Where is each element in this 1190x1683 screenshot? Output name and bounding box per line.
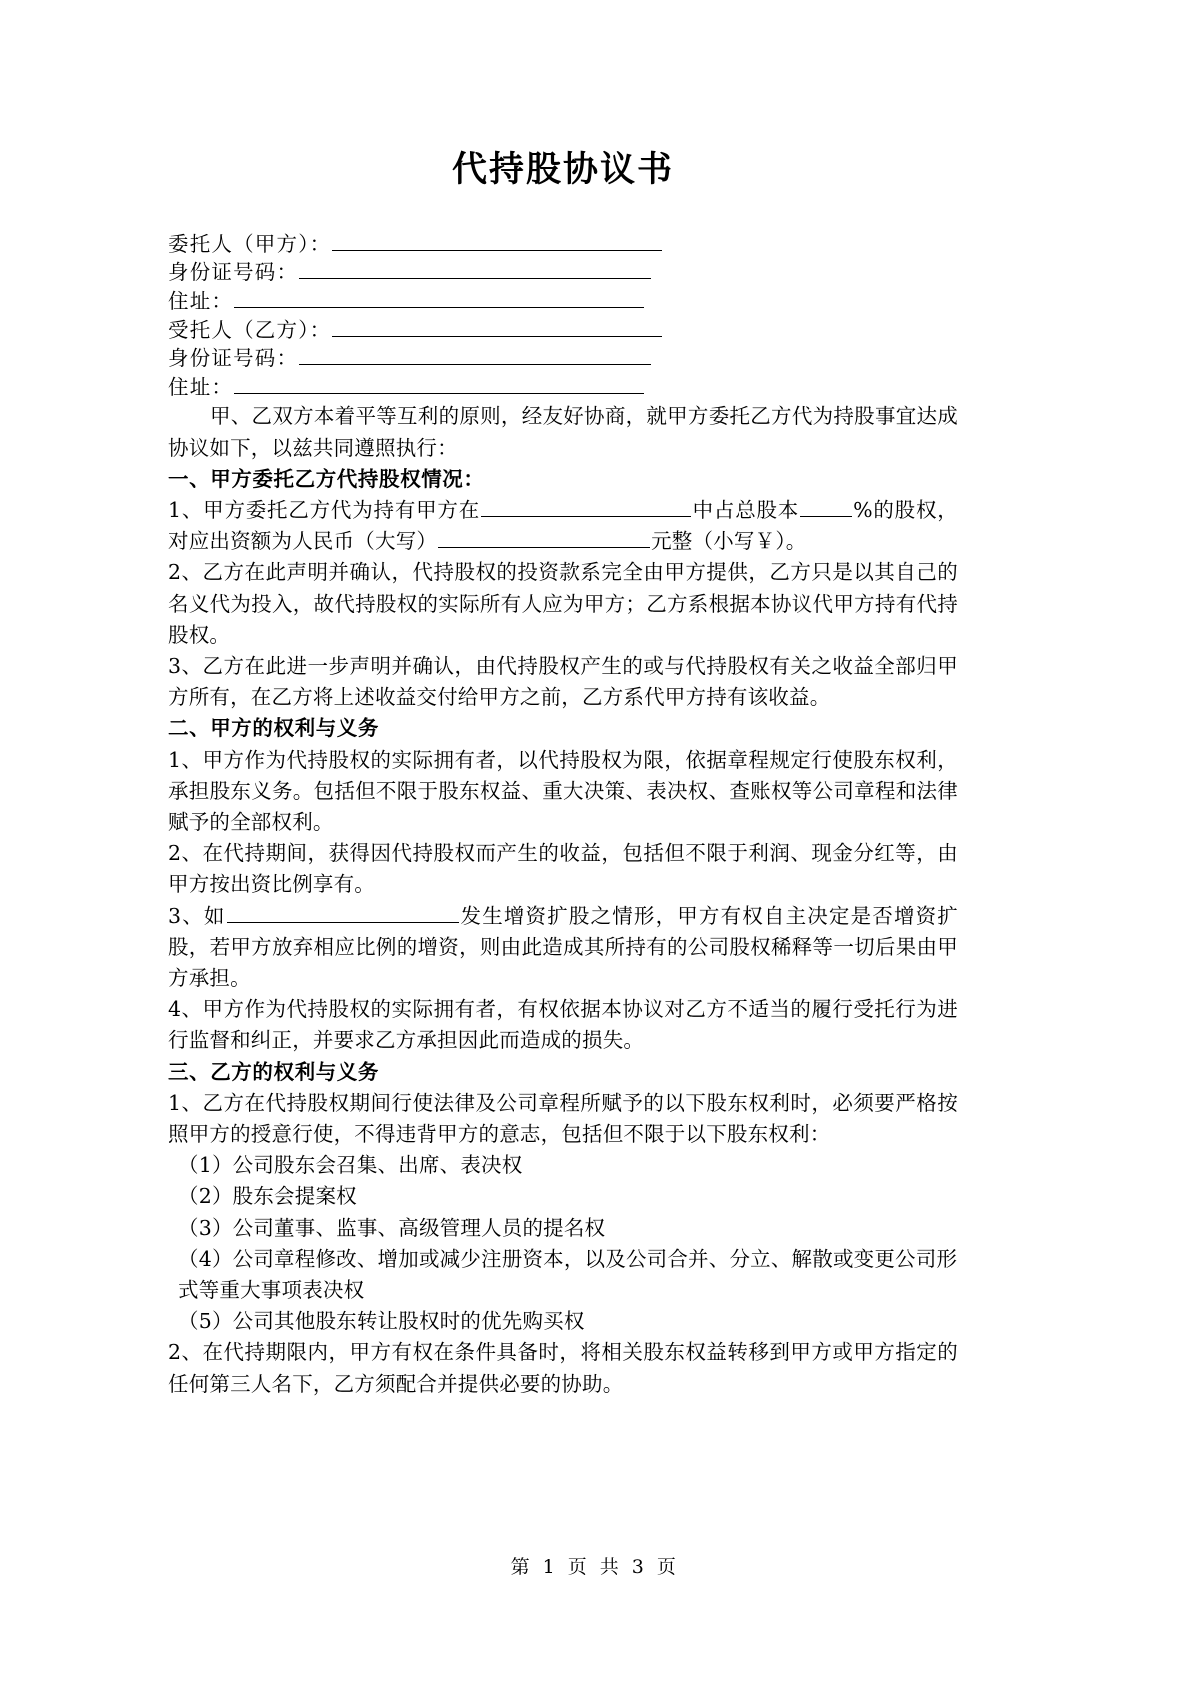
section-heading-3: 三、乙方的权利与义务 bbox=[168, 1059, 379, 1084]
item-number: 2、 bbox=[168, 560, 203, 585]
section-1-item-2 bbox=[168, 557, 958, 651]
item-text-part: 发生增资扩股之情形，甲方有权自主决定是否增资扩股，若甲方放弃相应比例的增资，则由此造成其所持有的公司股权稀释等一切后果由甲方承担。 bbox=[168, 903, 958, 990]
document-content bbox=[168, 0, 958, 1400]
item-number: 2、 bbox=[168, 841, 203, 866]
field-label: 住址： bbox=[168, 374, 234, 399]
item-number: 2、 bbox=[168, 1340, 203, 1365]
capital-amount-uppercase-input[interactable] bbox=[438, 530, 650, 548]
section-2-item-2 bbox=[168, 838, 958, 900]
capital-increase-entity-input[interactable] bbox=[227, 905, 459, 923]
field-label: 住址： bbox=[168, 288, 234, 313]
item-text: 甲方作为代持股权的实际拥有者，以代持股权为限，依据章程规定行使股东权利，承担股东义务。包括但不限于股东权益、重大决策、表决权、查账权等公司章程和法律赋予的全部权利。 bbox=[168, 747, 958, 834]
list-item: （5）公司其他股东转让股权时的优先购买权 bbox=[178, 1309, 585, 1334]
section-heading-2: 二、甲方的权利与义务 bbox=[168, 716, 379, 741]
item-number: 1、 bbox=[168, 1090, 203, 1115]
section-3-item-1 bbox=[168, 1088, 958, 1150]
item-number: 1、 bbox=[168, 497, 204, 522]
item-text: 乙方在此进一步声明并确认，由代持股权产生的或与代持股权有关之收益全部归甲方所有，在乙方将上述收益交付给甲方之前，乙方系代甲方持有该收益。 bbox=[168, 653, 958, 710]
section-heading-1: 一、甲方委托乙方代持股权情况： bbox=[168, 466, 485, 491]
section-3-item-2 bbox=[168, 1337, 958, 1399]
trustee-id-input[interactable] bbox=[299, 347, 651, 365]
entrustor-name-input[interactable] bbox=[332, 233, 662, 251]
field-entrustor-id bbox=[168, 258, 958, 287]
field-label: 身份证号码： bbox=[168, 260, 299, 285]
entrustor-address-input[interactable] bbox=[234, 290, 644, 308]
item-number: 1、 bbox=[168, 747, 203, 772]
page-footer: 第 1 页 共 3 页 bbox=[510, 1556, 680, 1578]
section-2-item-3 bbox=[168, 901, 958, 995]
field-entrustor-address bbox=[168, 287, 958, 316]
item-text-part: %的股权，对应出资额为人民币（大写） bbox=[168, 497, 958, 554]
field-label: 受托人（乙方）： bbox=[168, 317, 332, 342]
field-label: 身份证号码： bbox=[168, 346, 299, 371]
preamble-paragraph: 甲、乙双方本着平等互利的原则，经友好协商，就甲方委托乙方代为持股事宜达成协议如下，以兹共同遵照执行： bbox=[168, 404, 958, 460]
item-text: 在代持期间，获得因代持股权而产生的收益，包括但不限于利润、现金分红等，由甲方按出资比例享有。 bbox=[168, 841, 958, 897]
trustee-address-input[interactable] bbox=[234, 376, 644, 394]
share-percent-input[interactable] bbox=[800, 499, 852, 517]
page-title: 代持股协议书 bbox=[451, 149, 674, 190]
item-number: 3、 bbox=[168, 653, 203, 678]
field-entrustor-name bbox=[168, 230, 958, 259]
list-item: （4）公司章程修改、增加或减少注册资本，以及公司合并、分立、解散或变更公司形式等重大事项表决权 bbox=[178, 1246, 958, 1302]
company-name-input[interactable] bbox=[481, 499, 691, 517]
item-text-part: 元整（小写￥ bbox=[651, 529, 776, 554]
list-item: （1）公司股东会召集、出席、表决权 bbox=[178, 1153, 523, 1178]
parties-block bbox=[168, 230, 958, 402]
item-text: 甲方作为代持股权的实际拥有者，有权依据本协议对乙方不适当的履行受托行为进行监督和纠正，并要求乙方承担因此而造成的损失。 bbox=[168, 997, 958, 1053]
item-text: 乙方在此声明并确认，代持股权的投资款系完全由甲方提供，乙方只是以其自己的名义代为投入，故代持股权的实际所有人应为甲方；乙方系根据本协议代甲方持有代持股权。 bbox=[168, 560, 958, 647]
item-text: 在代持期限内，甲方有权在条件具备时，将相关股东权益转移到甲方或甲方指定的任何第三人名下，乙方须配合并提供必要的协助。 bbox=[168, 1340, 958, 1396]
field-trustee-id bbox=[168, 344, 958, 373]
item-text-part: 甲方委托乙方代为持有甲方在 bbox=[203, 497, 481, 522]
entrustor-id-input[interactable] bbox=[299, 261, 651, 279]
item-text-part: 中占总股本 bbox=[692, 497, 800, 522]
item-text: 乙方在代持股权期间行使法律及公司章程所赋予的以下股东权利时，必须要严格按照甲方的授意行使，不得违背甲方的意志，包括但不限于以下股东权利： bbox=[168, 1090, 958, 1146]
section-1-item-3 bbox=[168, 651, 958, 713]
section-2-item-4 bbox=[168, 994, 958, 1056]
trustee-name-input[interactable] bbox=[332, 319, 662, 337]
item-number: 4、 bbox=[168, 997, 203, 1022]
field-label: 委托人（甲方）： bbox=[168, 231, 332, 256]
item-text-part: ）。 bbox=[775, 529, 807, 554]
list-item: （2）股东会提案权 bbox=[178, 1184, 357, 1209]
section-2-item-1 bbox=[168, 745, 958, 839]
section-1-item-1 bbox=[168, 495, 958, 557]
field-trustee-address bbox=[168, 373, 958, 402]
item-number: 3、 bbox=[168, 903, 204, 928]
item-text-part: 如 bbox=[203, 903, 226, 928]
field-trustee-name bbox=[168, 316, 958, 345]
list-item: （3）公司董事、监事、高级管理人员的提名权 bbox=[178, 1215, 606, 1240]
